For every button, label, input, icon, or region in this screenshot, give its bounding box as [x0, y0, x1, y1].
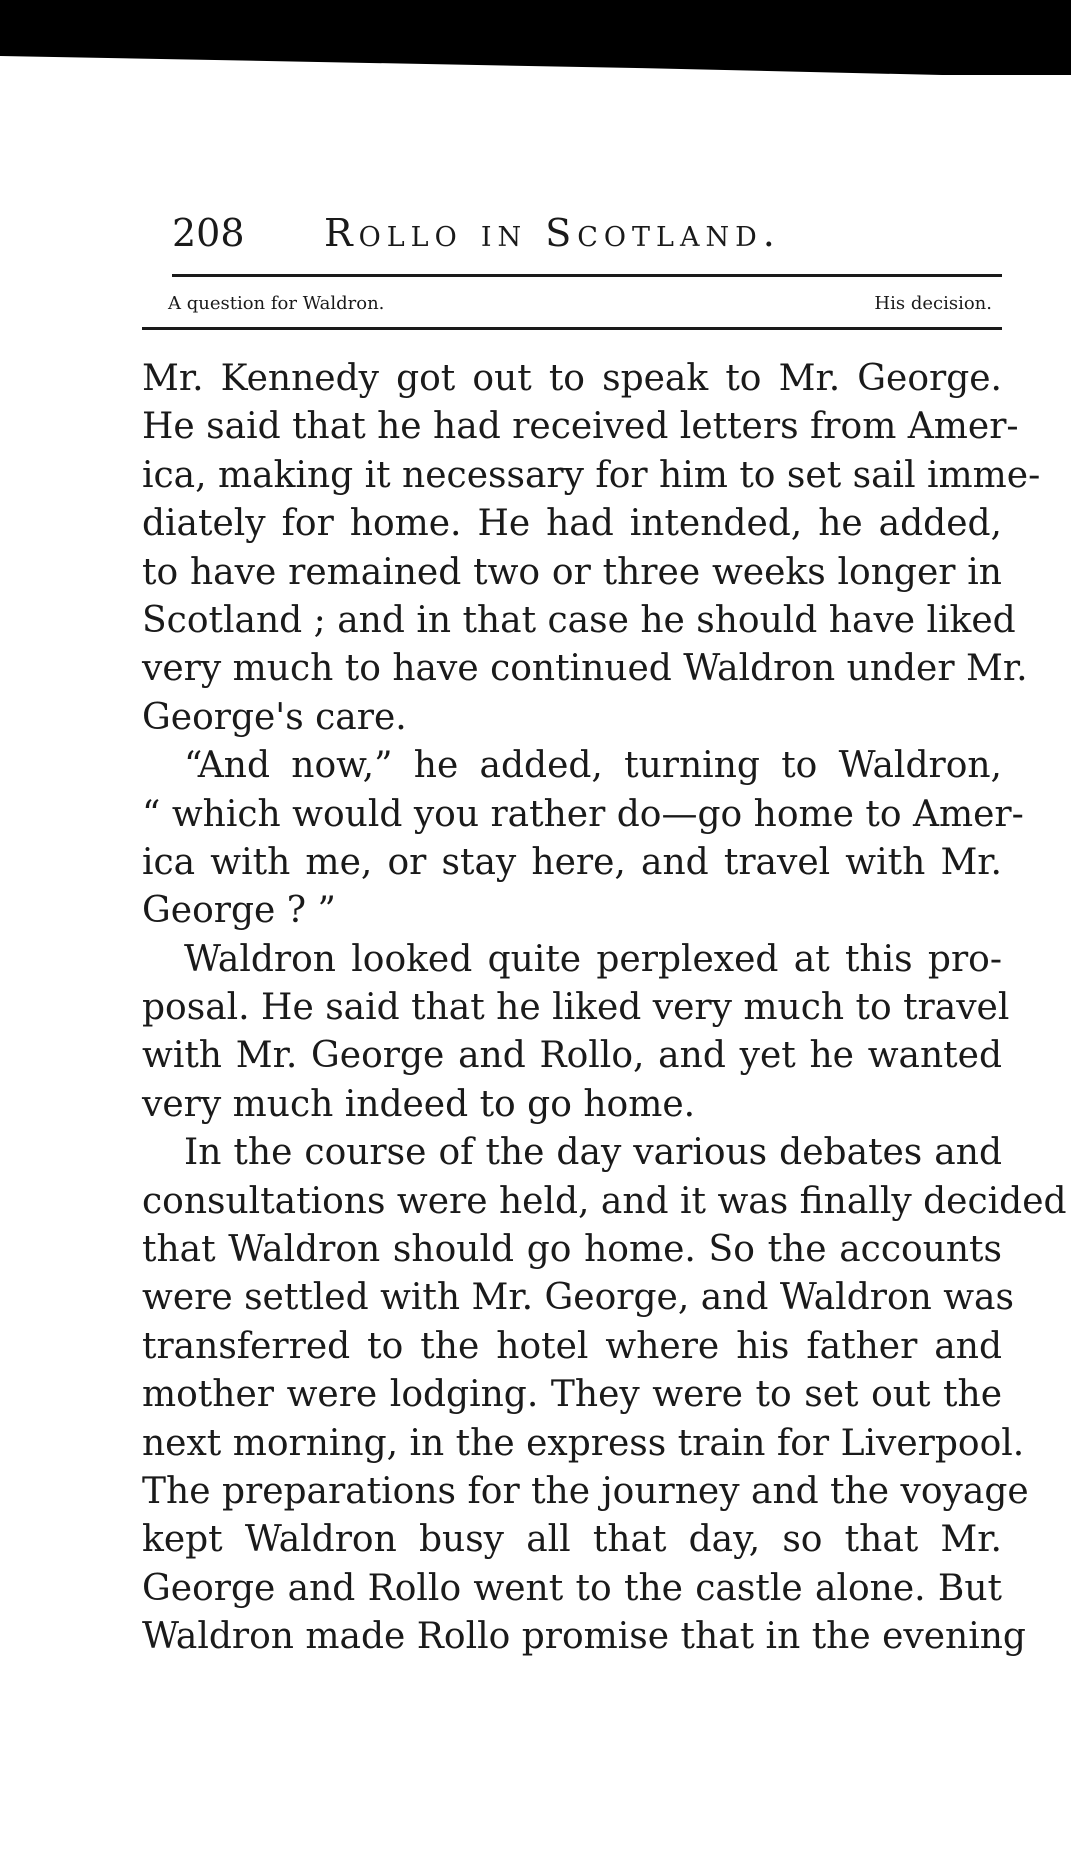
header-rule-top [172, 274, 1002, 277]
text-line: He said that he had received letters from Amer- [142, 406, 1019, 448]
text-line: ica with me, or stay here, and travel with Mr. [142, 841, 1002, 883]
body-text [142, 355, 1067, 1662]
text-line: posal. He said that he liked very much to travel [142, 987, 1010, 1029]
text-line: consultations were held, and it was finally decided [142, 1180, 1067, 1222]
text-line: Scotland ; and in that case he should have liked [142, 599, 1016, 641]
text-line: were settled with Mr. George, and Waldron was [142, 1277, 1014, 1319]
text-line: George ? ” [142, 890, 336, 932]
text-line: George and Rollo went to the castle alone. But [142, 1567, 1002, 1609]
subhead-right: His decision. [874, 293, 992, 314]
text-line: transferred to the hotel where his father and [142, 1325, 1002, 1367]
page-number: 208 [172, 211, 245, 255]
text-line: that Waldron should go home. So the accounts [142, 1229, 1002, 1271]
text-line: Waldron looked quite perplexed at this pro- [184, 938, 1002, 980]
text-line: kept Waldron busy all that day, so that Mr. [142, 1519, 1002, 1561]
text-line: very much indeed to go home. [142, 1083, 696, 1125]
subhead-left: A question for Waldron. [168, 293, 385, 314]
text-line: mother were lodging. They were to set out the [142, 1374, 1002, 1416]
header-rule-bottom [142, 327, 1002, 330]
text-line: George's care. [142, 696, 407, 738]
text-line: The preparations for the journey and the voyage [142, 1470, 1029, 1512]
running-head [172, 205, 1002, 261]
text-line: diately for home. He had intended, he added, [142, 503, 1002, 545]
text-line: with Mr. George and Rollo, and yet he wanted [142, 1035, 1002, 1077]
book-title: Rollo in Scotland. [324, 211, 781, 255]
text-line: very much to have continued Waldron under Mr. [142, 648, 1028, 690]
text-line: next morning, in the express train for Liverpool. [142, 1422, 1025, 1464]
text-line: “And now,” he added, turning to Waldron, [184, 745, 1002, 787]
text-line: ica, making it necessary for him to set sail imme- [142, 454, 1041, 496]
text-line: “ which would you rather do—go home to Amer- [142, 793, 1024, 835]
subhead [168, 287, 992, 321]
text-line: to have remained two or three weeks longer in [142, 551, 1002, 593]
text-line: In the course of the day various debates and [184, 1132, 1002, 1174]
text-line: Waldron made Rollo promise that in the evening [142, 1616, 1026, 1658]
text-line: Mr. Kennedy got out to speak to Mr. George. [142, 358, 1002, 399]
